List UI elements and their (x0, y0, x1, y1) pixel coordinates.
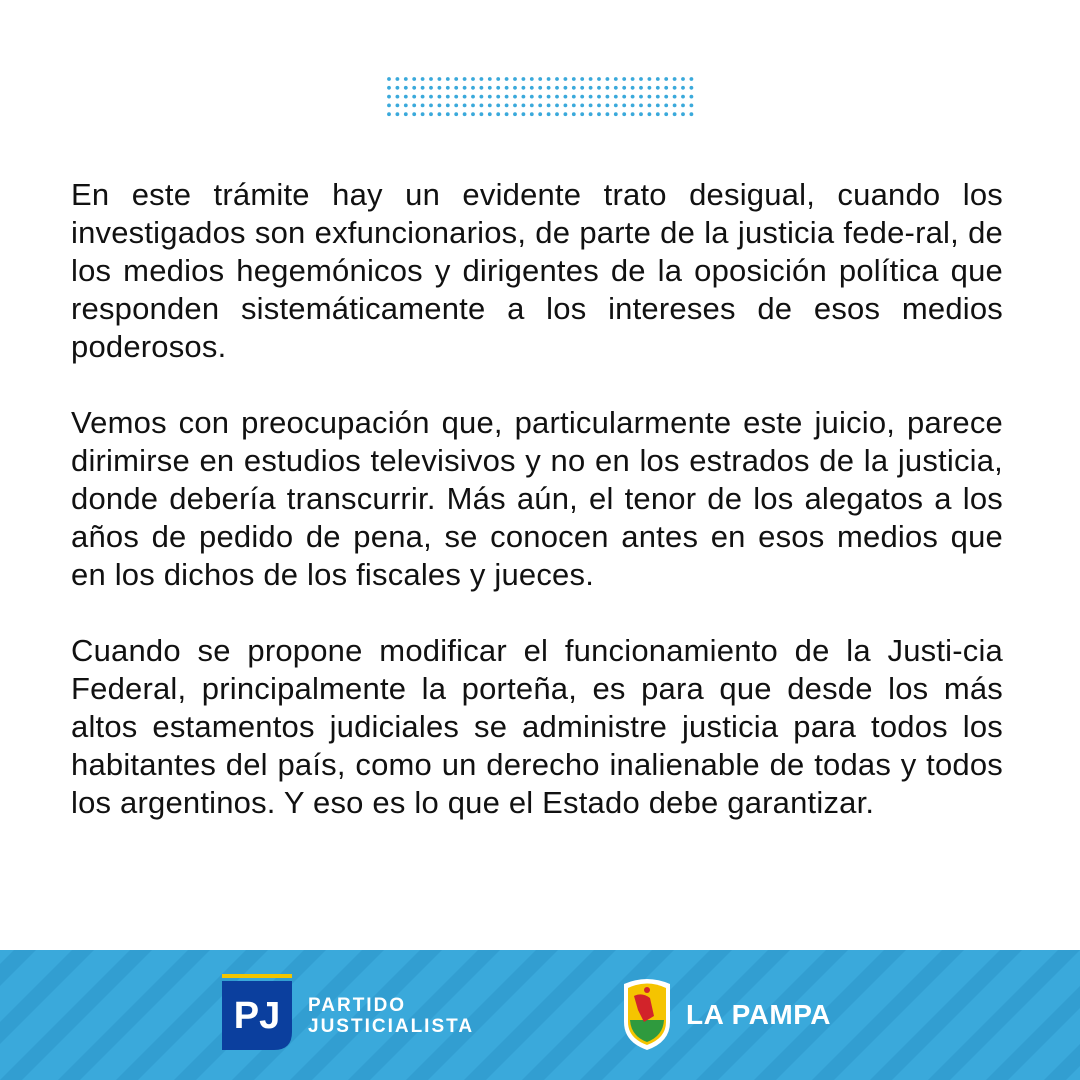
pj-monogram: PJ (233, 995, 281, 1037)
paragraph-3: Cuando se propone modificar el funcionamiento de la Justi-cia Federal, principalmente la porteña, es para que desde los más altos estamentos judiciales se administre justicia para todos los habitantes del país, como un derecho inalienable de todas y todos los argentinos. Y eso es lo que el Estado debe garantizar. (71, 633, 1003, 820)
party-name (308, 995, 474, 1037)
paragraph-2: Vemos con preocupación que, particularmente este juicio, parece dirimirse en estudios televisivos y no en los estrados de la justicia, donde debería transcurrir. Más aún, el tenor de los alegatos a los años de pedido de pena, se conocen antes en esos medios que en los dichos de los fiscales y jueces. (71, 405, 1003, 592)
dot-pattern-icon (386, 76, 696, 118)
la-pampa-shield-icon (620, 976, 674, 1052)
paragraph-1: En este trámite hay un evidente trato desigual, cuando los investigados son exfuncionarios, de parte de la justicia fede-ral, de los medios hegemónicos y dirigentes de la oposición política que responden sistemáticamente a los intereses de esos medios poderosos. (71, 177, 1003, 364)
statement-text (71, 176, 1003, 860)
party-name-line2: JUSTICIALISTA (308, 1016, 475, 1037)
footer-banner (0, 950, 1080, 1080)
stripe-pattern (0, 950, 1080, 1080)
region-name: LA PAMPA (686, 999, 832, 1030)
pj-logo-icon (222, 974, 294, 1052)
party-name-line1: PARTIDO (308, 995, 407, 1016)
